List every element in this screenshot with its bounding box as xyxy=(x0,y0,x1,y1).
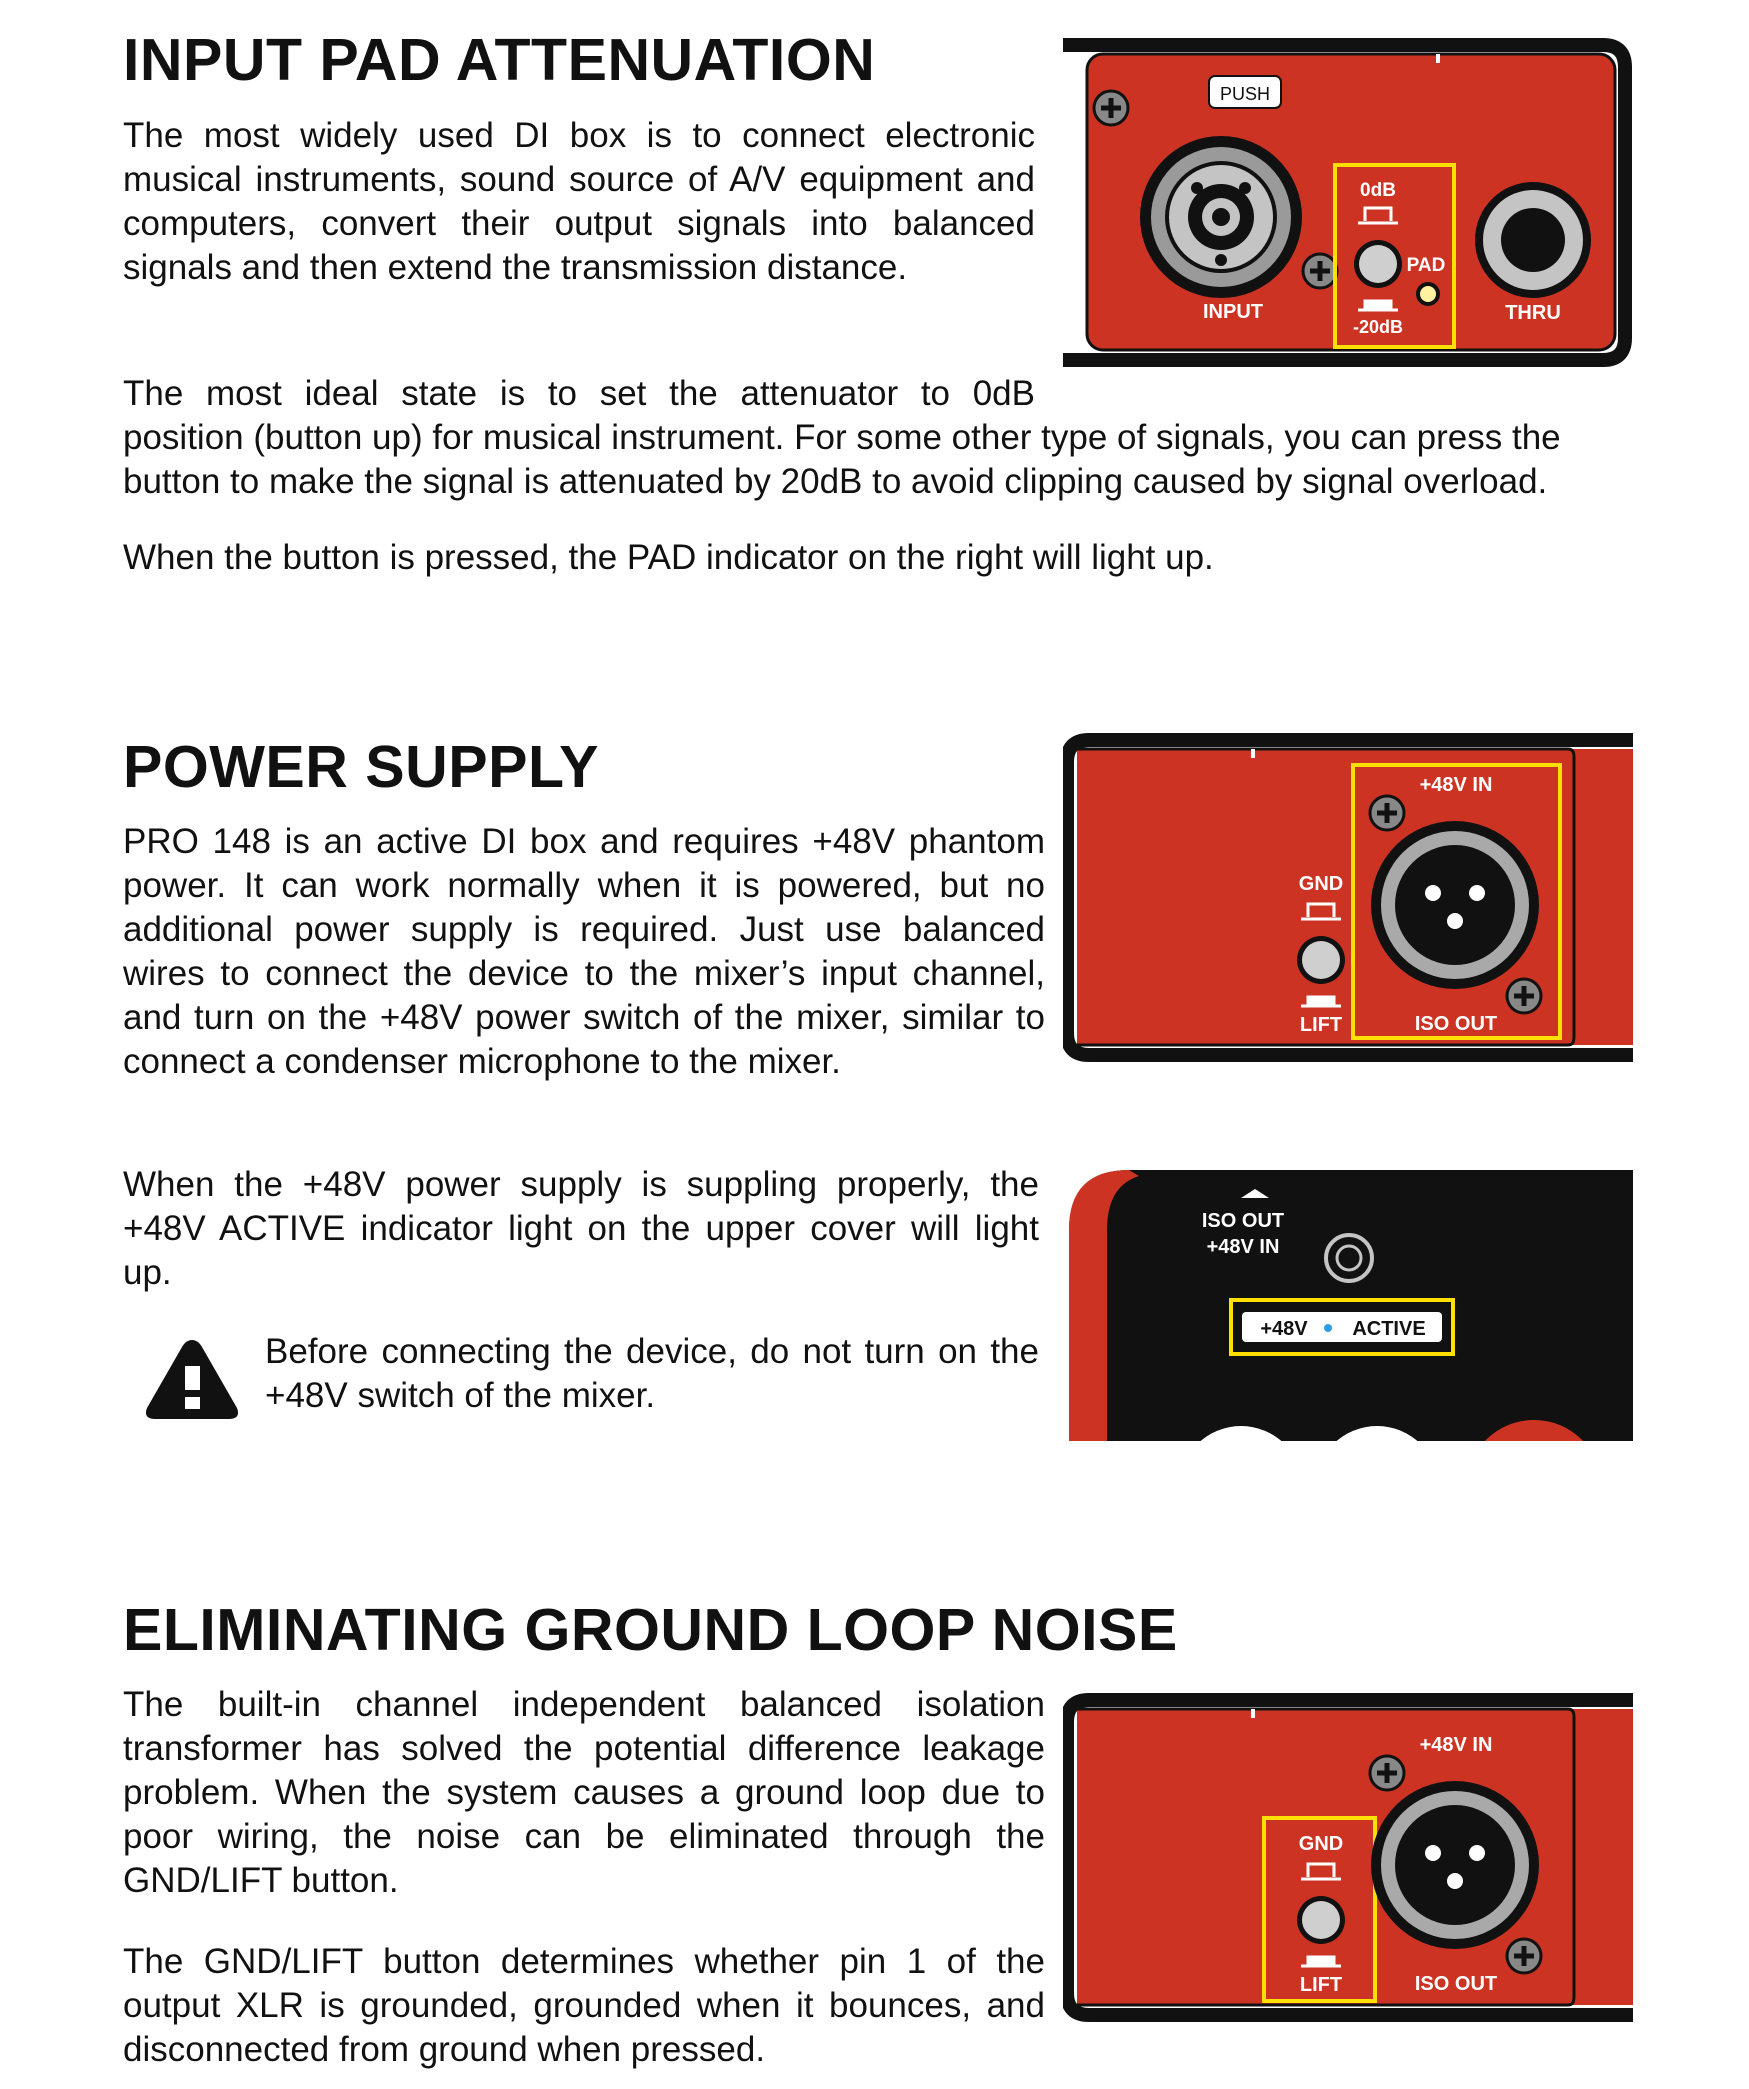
lift-label: LIFT xyxy=(1299,1014,1343,1036)
xlr-output-connector[interactable] xyxy=(1371,1781,1539,1949)
section-title-ground-loop: ELIMINATING GROUND LOOP NOISE xyxy=(123,1597,1178,1663)
button-down-icon xyxy=(1301,1957,1341,1966)
screw-icon xyxy=(1507,1939,1541,1973)
section-title-input-pad: INPUT PAD ATTENUATION xyxy=(123,27,876,93)
48v-in-label: +48V IN xyxy=(1206,1236,1280,1258)
button-down-icon xyxy=(1301,997,1341,1006)
panel-notch xyxy=(1251,1709,1255,1718)
power-panel-figure xyxy=(1063,733,1633,1069)
input-pad-panel-figure xyxy=(1063,38,1633,374)
panel-notch xyxy=(1436,54,1440,63)
active-indicator-led xyxy=(1324,1324,1332,1332)
gnd-lift-button[interactable] xyxy=(1297,1896,1345,1944)
push-tab xyxy=(1209,76,1281,108)
pad-button[interactable] xyxy=(1354,240,1402,288)
active-label: ACTIVE xyxy=(1352,1318,1426,1340)
iso-out-label: ISO OUT xyxy=(1414,1013,1498,1035)
pad-label: PAD xyxy=(1406,255,1446,276)
warning-icon xyxy=(142,1336,242,1429)
iso-out-label: ISO OUT xyxy=(1201,1210,1285,1232)
screw-icon xyxy=(1507,979,1541,1013)
minus-20db-label: -20dB xyxy=(1352,317,1404,337)
input-pad-panel-svg xyxy=(1063,38,1633,374)
top-cover xyxy=(1069,1170,1633,1441)
gnd-label: GND xyxy=(1298,1833,1344,1855)
gnd-label: GND xyxy=(1298,873,1344,895)
input-pad-paragraph-2 xyxy=(123,372,1561,504)
input-pad-paragraph-2-line-1: The most ideal state is to set the attenuator to 0dB xyxy=(123,374,1035,413)
warning-text: Before connecting the device, do not turn on the +48V switch of the mixer. xyxy=(265,1332,1039,1415)
thru-jack[interactable] xyxy=(1475,182,1591,298)
ground-loop-panel-figure xyxy=(1063,1693,1633,2029)
48v-in-label: +48V IN xyxy=(1419,1734,1493,1756)
power-paragraph-2: When the +48V power supply is suppling properly, the +48V ACTIVE indicator light on the upper cover will light up. xyxy=(123,1165,1039,1292)
ground-loop-paragraph-1: The built-in channel independent balanced isolation transformer has solved the potential difference leakage problem. When the system causes a ground loop due to poor wiring, the noise can be eliminated through the GND/LIFT button. xyxy=(123,1685,1045,1900)
input-label: INPUT xyxy=(1203,301,1263,323)
iso-out-label: ISO OUT xyxy=(1414,1973,1498,1995)
input-pad-paragraph-2-line-3: button to make the signal is attenuated by 20dB to avoid clipping caused by signal overload. xyxy=(123,462,1548,501)
screw-icon xyxy=(1094,91,1128,125)
input-pad-paragraph-1: The most widely used DI box is to connect electronic musical instruments, sound source of A/V equipment and computers, convert their output signals into balanced signals and then extend the transmission distance. xyxy=(123,116,1035,287)
button-down-icon xyxy=(1358,301,1398,310)
screw-icon xyxy=(1370,1756,1404,1790)
zero-db-label: 0dB xyxy=(1360,180,1396,201)
thru-label: THRU xyxy=(1505,302,1561,324)
gnd-lift-button[interactable] xyxy=(1297,936,1345,984)
ground-loop-paragraph-2: The GND/LIFT button determines whether pin 1 of the output XLR is grounded, grounded when it bounces, and disconnected from ground when pressed. xyxy=(123,1942,1045,2069)
combo-input-jack[interactable] xyxy=(1140,136,1302,298)
48v-label: +48V xyxy=(1260,1318,1308,1340)
red-panel xyxy=(1077,1709,1633,2005)
push-label: PUSH xyxy=(1219,84,1271,104)
screw-icon xyxy=(1370,796,1404,830)
pad-indicator-led xyxy=(1416,282,1440,306)
lift-label: LIFT xyxy=(1299,1974,1343,1996)
xlr-output-connector[interactable] xyxy=(1371,821,1539,989)
input-pad-paragraph-3: When the button is pressed, the PAD indicator on the right will light up. xyxy=(123,538,1214,577)
section-title-power-supply: POWER SUPPLY xyxy=(123,734,599,800)
panel-notch xyxy=(1251,749,1255,758)
input-pad-paragraph-2-line-2: position (button up) for musical instrument. For some other type of signals, you can press the xyxy=(123,418,1561,457)
screw-icon xyxy=(1303,254,1337,288)
top-cover-figure xyxy=(1069,1170,1633,1441)
power-paragraph-1: PRO 148 is an active DI box and requires +48V phantom power. It can work normally when it is powered, but no additional power supply is required. Just use balanced wires to connect the device to the mixer’s input channel, and turn on the +48V power switch of the mixer, similar to connect a condenser microphone to the mixer. xyxy=(123,822,1045,1081)
48v-in-label: +48V IN xyxy=(1419,774,1493,796)
